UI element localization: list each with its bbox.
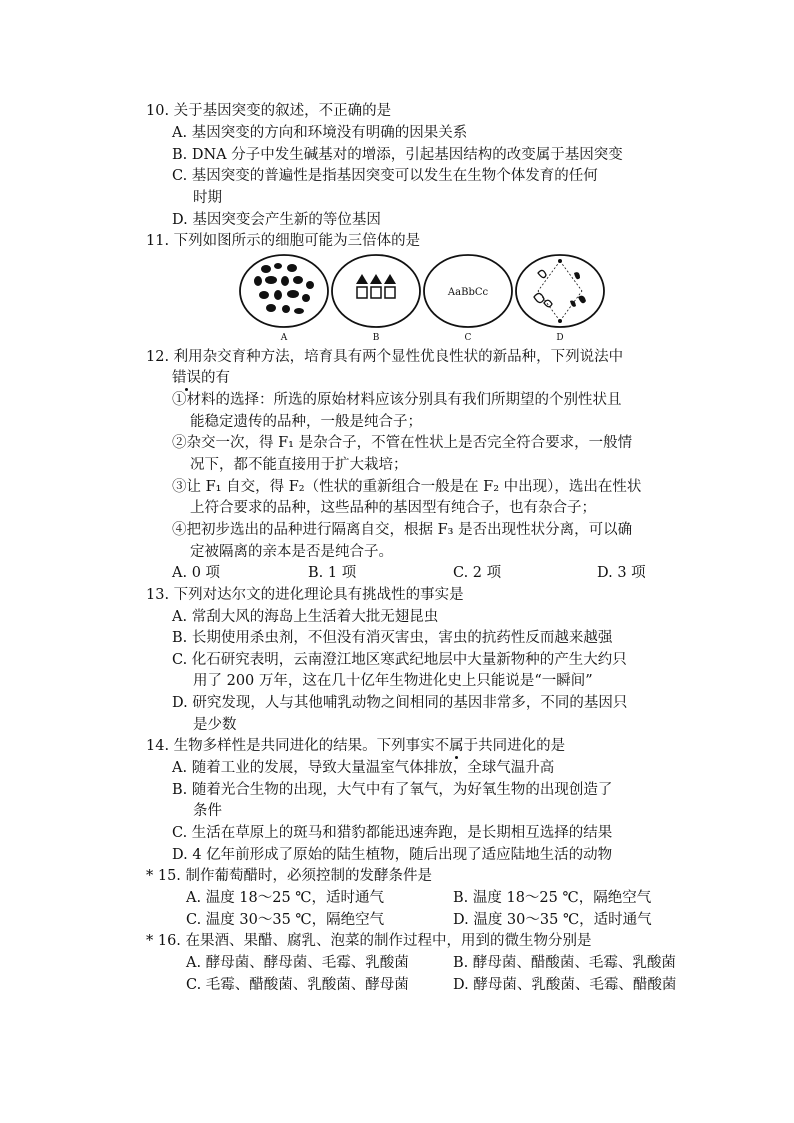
q10-option-a: A. 基因突变的方向和环境没有明确的因果关系 [172,125,468,141]
q11-cell-figure [238,253,610,345]
q10-option-c-line1: C. 基因突变的普遍性是指基因突变可以发生在生物个体发育的任何 [172,168,598,184]
cell-c-label: C [464,333,472,343]
q12-statement-4-line2: 定被隔离的亲本是否是纯合子。 [190,544,393,560]
cell-a-diagram [240,255,328,327]
q12-statement-2-line1: ②杂交一次，得 F₁ 是杂合子，不管在性状上是否完全符合要求，一般情 [172,435,633,451]
q15-option-c: C. 温度 30～35 ℃，隔绝空气 [186,912,385,928]
q12-option-a: A. 0 项 [172,565,221,581]
cell-d-label: D [556,333,564,343]
q13-option-a: A. 常刮大风的海岛上生活着大批无翅昆虫 [172,609,439,625]
q12-statement-2-line2: 况下，都不能直接用于扩大栽培； [190,457,408,473]
q12-option-d: D. 3 项 [597,565,646,581]
q14-stem [146,736,565,756]
q16-stem: * 16. 在果酒、果醋、腐乳、泡菜的制作过程中，用到的微生物分别是 [146,933,592,949]
cell-b-label: B [372,333,380,343]
cell-b-diagram [332,255,420,327]
q13-option-b: B. 长期使用杀虫剂，不但没有消灭害虫，害虫的抗药性反而越来越强 [172,630,613,646]
q14-stem-tail: 共同进化的是 [478,738,566,754]
q11-stem: 11. 下列如图所示的细胞可能为三倍体的是 [146,233,421,249]
q12-stem-tail: 的有 [201,370,230,386]
q14-stem-head: 14. 生物多样性是共同进化的结果。下列事实 [146,738,435,754]
q13-stem: 13. 下列对达尔文的进化理论具有挑战性的事实是 [146,587,464,603]
q14-option-b-line1: B. 随着光合生物的出现，大气中有了氧气，为好氧生物的出现创造了 [172,782,613,798]
q16-option-c: C. 毛霉、醋酸菌、乳酸菌、酵母菌 [186,977,409,993]
q15-option-b: B. 温度 18～25 ℃，隔绝空气 [453,890,652,906]
q16-option-d: D. 酵母菌、乳酸菌、毛霉、醋酸菌 [453,977,677,993]
q12-statement-1-line1: ①材料的选择：所选的原始材料应该分别具有我们所期望的个别性状且 [172,392,622,408]
cell-c-genotype-text: AaBbCc [447,287,489,298]
q10-option-b: B. DNA 分子中发生碱基对的增添，引起基因结构的改变属于基因突变 [172,147,623,163]
q14-option-c: C. 生活在草原上的斑马和猎豹都能迅速奔跑，是长期相互选择的结果 [172,825,613,841]
q10-option-d: D. 基因突变会产生新的等位基因 [172,212,381,228]
q12-option-b: B. 1 项 [308,565,357,581]
q16-option-a: A. 酵母菌、酵母菌、毛霉、乳酸菌 [186,955,409,971]
cell-c-diagram [424,255,512,327]
cell-d-diagram [516,255,604,327]
q14-emphasis-text: 不属于 [434,738,479,754]
q12-stem-line1: 12. 利用杂交育种方法，培育具有两个显性优良性状的新品种，下列说法中 [146,349,624,365]
q12-emphasis-text: 错误 [172,370,201,386]
q15-stem: * 15. 制作葡萄醋时，必须控制的发酵条件是 [146,868,433,884]
q12-option-c: C. 2 项 [453,565,502,581]
q13-option-d-line1: D. 研究发现，人与其他哺乳动物之间相同的基因非常多，不同的基因只 [172,695,628,711]
q13-option-c-line1: C. 化石研究表明，云南澄江地区寒武纪地层中大量新物种的产生大约只 [172,652,627,668]
q12-statement-3-line2: 上符合要求的品种，这些品种的基因型有纯合子，也有杂合子； [190,500,596,516]
q14-option-b-line2: 条件 [193,803,222,819]
q15-option-a: A. 温度 18～25 ℃，适时通气 [186,890,385,906]
cell-a-label: A [280,333,288,343]
q13-option-d-line2: 是少数 [193,717,237,733]
q14-option-a: A. 随着工业的发展，导致大量温室气体排放，全球气温升高 [172,760,555,776]
q16-option-b: B. 酵母菌、醋酸菌、毛霉、乳酸菌 [453,955,676,971]
q15-option-d: D. 温度 30～35 ℃，适时通气 [453,912,652,928]
q10-option-c-line2: 时期 [193,190,222,206]
q14-option-d: D. 4 亿年前形成了原始的陆生植物，随后出现了适应陆地生活的动物 [172,847,613,863]
q12-stem-line2 [172,368,230,388]
q12-statement-4-line1: ④把初步选出的品种进行隔离自交，根据 F₃ 是否出现性状分离，可以确 [172,522,633,538]
q12-statement-1-line2: 能稳定遗传的品种，一般是纯合子； [190,414,422,430]
q13-option-c-line2: 用了 200 万年，这在几十亿年生物进化史上只能说是“一瞬间” [193,673,593,689]
q10-stem: 10. 关于基因突变的叙述，不正确的是 [146,103,392,119]
q12-statement-3-line1: ③让 F₁ 自交，得 F₂（性状的重新组合一般是在 F₂ 中出现），选出在性状 [172,479,642,495]
